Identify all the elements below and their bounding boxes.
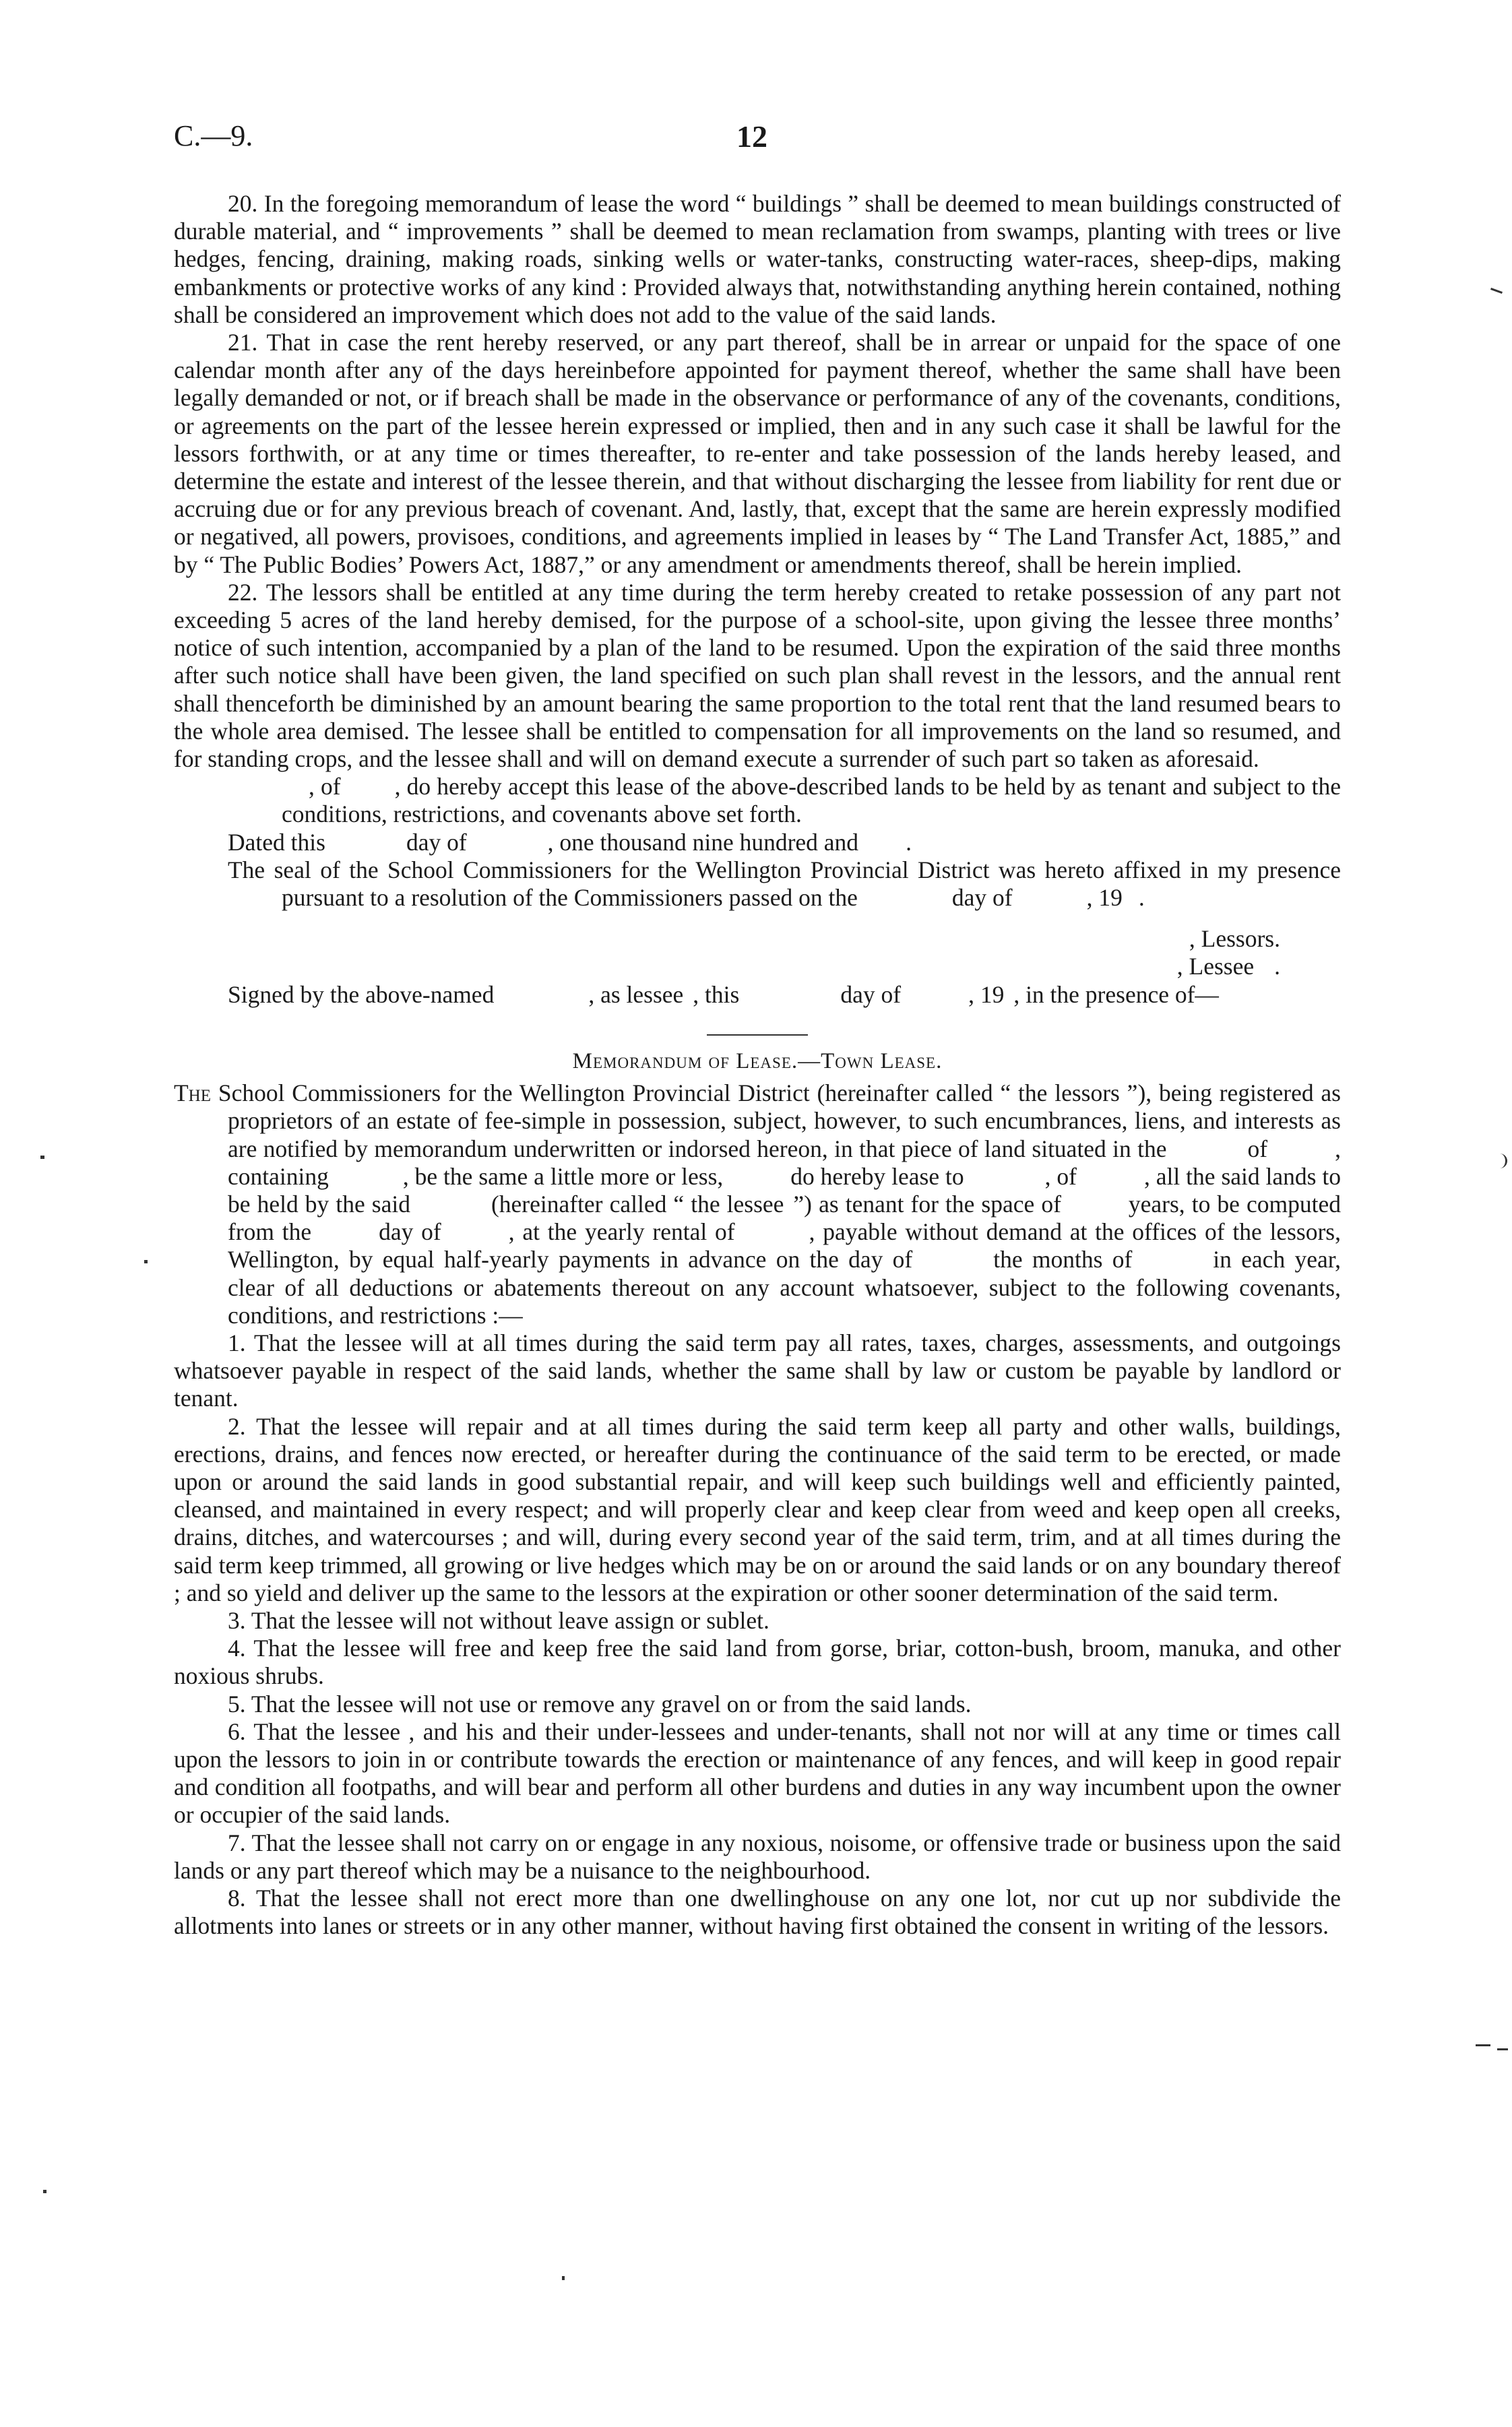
dated-part-d: . — [906, 828, 912, 856]
intro-text-12: , at the yearly rental of — [508, 1218, 735, 1246]
clause-20: 20. In the foregoing memorandum of lease the word “ buildings ” shall be deemed to mean buildings constructed of durable material, and “ improvements ” shall be deemed to mean reclamation from swamps, planting with trees or live hedges, fencing, draining, making roads, sinking wells or water-tanks, constructing water-races, sheep-dips, making embankments or protective works of any kind : Provided always that, notwithstanding anything herein contained, nothing shall be considered an improvement which does not add to the value of the said lands. — [174, 190, 1341, 328]
signed-part-b: , as lessee — [588, 980, 684, 1008]
town-lease-heading: Memorandum of Lease.—Town Lease. — [572, 1048, 943, 1073]
intro-text-4: , be the same a little more or less, — [402, 1162, 724, 1190]
seal-line — [174, 856, 1341, 912]
document-reference: C.—9. — [174, 119, 253, 152]
acceptance-part-b: , do hereby accept this lease of the above-described lands to be held by as tenant and subject to the conditions, restrictions, and covenants above set forth. — [282, 773, 1341, 828]
lessors-line: , Lessors. — [1189, 925, 1280, 953]
dated-part-c: , one thousand nine hundred and — [547, 828, 859, 856]
margin-dot — [144, 1260, 148, 1263]
intro-text-8: (hereinafter called “ the lessee — [491, 1190, 784, 1218]
margin-tick-mark — [1490, 288, 1503, 294]
intro-text-11: day of — [379, 1218, 441, 1246]
running-head — [174, 119, 1340, 159]
town-clause-5: 5. That the lessee will not use or remove any gravel on or from the said lands. — [228, 1690, 972, 1717]
intro-text-10: years, to be computed from the — [228, 1190, 1341, 1246]
signed-part-f: , in the presence of— — [1013, 980, 1219, 1008]
seal-part-a: The seal of the School Commissioners for the Wellington Provincial District was hereto affixed in my presence pursuant to a resolution of the Commissioners passed on the — [228, 856, 1341, 912]
dated-part-b: day of — [406, 828, 467, 856]
page-number: 12 — [736, 119, 767, 154]
lessee-line — [174, 953, 1341, 980]
lessee-dot: . — [1274, 953, 1280, 980]
town-clause-8: 8. That the lessee shall not erect more than one dwellinghouse on any one lot, nor cut up nor subdivide the allotments into lanes or streets or in any other manner, without having first obtained the consent in writing of the lessors. — [174, 1884, 1341, 1940]
acceptance-line — [174, 773, 1341, 828]
intro-text-13: , payable without demand at the offices of the lessors, Wellington, by equal half-yearly payments in advance on the day of — [228, 1218, 1341, 1273]
signed-line — [174, 981, 1341, 1009]
intro-text-3: , containing — [228, 1135, 1341, 1190]
intro-text-14: the months of — [993, 1246, 1133, 1273]
margin-dot — [40, 1156, 44, 1159]
intro-text-2: of — [1247, 1135, 1268, 1162]
town-clause-1: 1. That the lessee will at all times during the said term pay all rates, taxes, charges, assessments, and outgoings whatsoever payable in respect of the said lands, whether the same shall by law or custom be payable by landlord or tenant. — [174, 1329, 1341, 1412]
margin-bracket-mark — [1496, 1154, 1507, 1168]
intro-text-6: , of — [1044, 1162, 1077, 1190]
intro-text-1: School Commissioners for the Wellington Provincial District (hereinafter called “ the lessors ”), being registered as proprietors of an estate of fee-simple in possession, subject, however, to such encumbrances, liens, and interests as are notified by memorandum underwritten or indorsed hereon, in that piece of land situated in the — [218, 1079, 1342, 1162]
intro-text-9: ”) as tenant for the space of — [793, 1190, 1061, 1218]
signed-part-d: day of — [840, 980, 902, 1008]
town-clause-3: 3. That the lessee will not without leave assign or sublet. — [228, 1606, 769, 1634]
intro-text-7: , all the said lands to be held by the said — [228, 1162, 1341, 1218]
margin-dash — [1476, 2044, 1490, 2046]
acceptance-part-a: , of — [309, 773, 341, 800]
lessee-label: , Lessee — [1176, 953, 1255, 980]
intro-text-5: do hereby lease to — [790, 1162, 964, 1190]
dated-part-a: Dated this — [228, 828, 325, 856]
page-speck — [562, 2276, 565, 2280]
town-clause-6: 6. That the lessee , and his and their under-lessees and under-tenants, shall not nor will at any time or times call upon the lessors to join in or contribute towards the erection or maintenance of any fences, and will keep in good repair and condition all footpaths, and will bear and perform all other burdens and duties in any way incumbent upon the owner or occupier of the said lands. — [174, 1717, 1341, 1829]
signed-part-e: , 19 — [968, 980, 1005, 1008]
seal-part-d: . — [1138, 884, 1145, 912]
clause-22: 22. The lessors shall be entitled at any time during the term hereby created to retake possession of any part not exceeding 5 acres of the land hereby demised, for the purpose of a school-site, upon giving the lessee three months’ notice of such intention, accompanied by a plan of the land to be resumed. Upon the expiration of the said three months after such notice shall have been given, the land specified on such plan shall revest in the lessors, and the annual rent shall thenceforth be diminished by an amount bearing the same proportion to the total rent that the land resumed bears to the whole area demised. The lessee shall be entitled to compensation for all improvements on the land so resumed, and for standing crops, and the lessee shall and will on demand execute a surrender of such part so taken as aforesaid. — [174, 578, 1341, 773]
margin-dash — [1497, 2048, 1508, 2050]
intro-lead-word: The — [174, 1079, 212, 1107]
town-clause-7: 7. That the lessee shall not carry on or engage in any noxious, noisome, or offensive trade or business upon the said lands or any part thereof which may be a nuisance to the neighbourhood. — [174, 1829, 1341, 1884]
intro-text-15: in each year, clear of all deductions or abatements thereout on any account whatsoever, subject to the following covenants, conditions, and restrictions :— — [228, 1246, 1342, 1329]
signed-part-c: , this — [693, 980, 740, 1008]
document-body — [174, 190, 1341, 1940]
clause-21: 21. That in case the rent hereby reserved, or any part thereof, shall be in arrear or unpaid for the space of one calendar month after any of the days hereinbefore appointed for payment thereof, whether the same shall have been legally demanded or not, or if breach shall be made in the observance or performance of any of the covenants, conditions, or agreements on the part of the lessee herein expressed or implied, then and in any such case it shall be lawful for the lessors forthwith, or at any time or times thereafter, to re-enter and take possession of the lands hereby leased, and determine the estate and interest of the lessee therein, and that without discharging the lessee from liability for rent due or accruing due or for any previous breach of covenant. And, lastly, that, except that the same are herein expressly modified or negatived, all powers, provisoes, conditions, and agreements implied in leases by “ The Land Transfer Act, 1885,” and by “ The Public Bodies’ Powers Act, 1887,” or any amendment or amendments thereof, shall be herein implied. — [174, 329, 1341, 578]
town-lease-intro — [174, 1079, 1341, 1329]
dated-line — [174, 829, 1341, 856]
town-clause-4: 4. That the lessee will free and keep free the said land from gorse, briar, cotton-bush, broom, manuka, and other noxious shrubs. — [174, 1635, 1341, 1690]
seal-part-c: , 19 — [1086, 884, 1123, 912]
section-divider — [707, 1034, 808, 1036]
seal-part-b: day of — [951, 884, 1013, 912]
signed-part-a: Signed by the above-named — [228, 980, 495, 1008]
margin-dot — [43, 2190, 46, 2193]
town-clause-2: 2. That the lessee will repair and at all times during the said term keep all party and other walls, buildings, erections, drains, and fences now erected, or hereafter during the continuance of the said term to be erected, or made upon or around the said lands in good substantial repair, and will keep such buildings well and efficiently painted, cleansed, and maintained in every respect; and will properly clear and keep clear from weed and keep open all creeks, drains, ditches, and watercourses ; and will, during every second year of the said term, trim, and at all times during the said term keep trimmed, all growing or live hedges which may be on or around the said lands or on any boundary thereof ; and so yield and deliver up the same to the lessors at the expiration or other sooner determination of the said term. — [174, 1412, 1341, 1606]
